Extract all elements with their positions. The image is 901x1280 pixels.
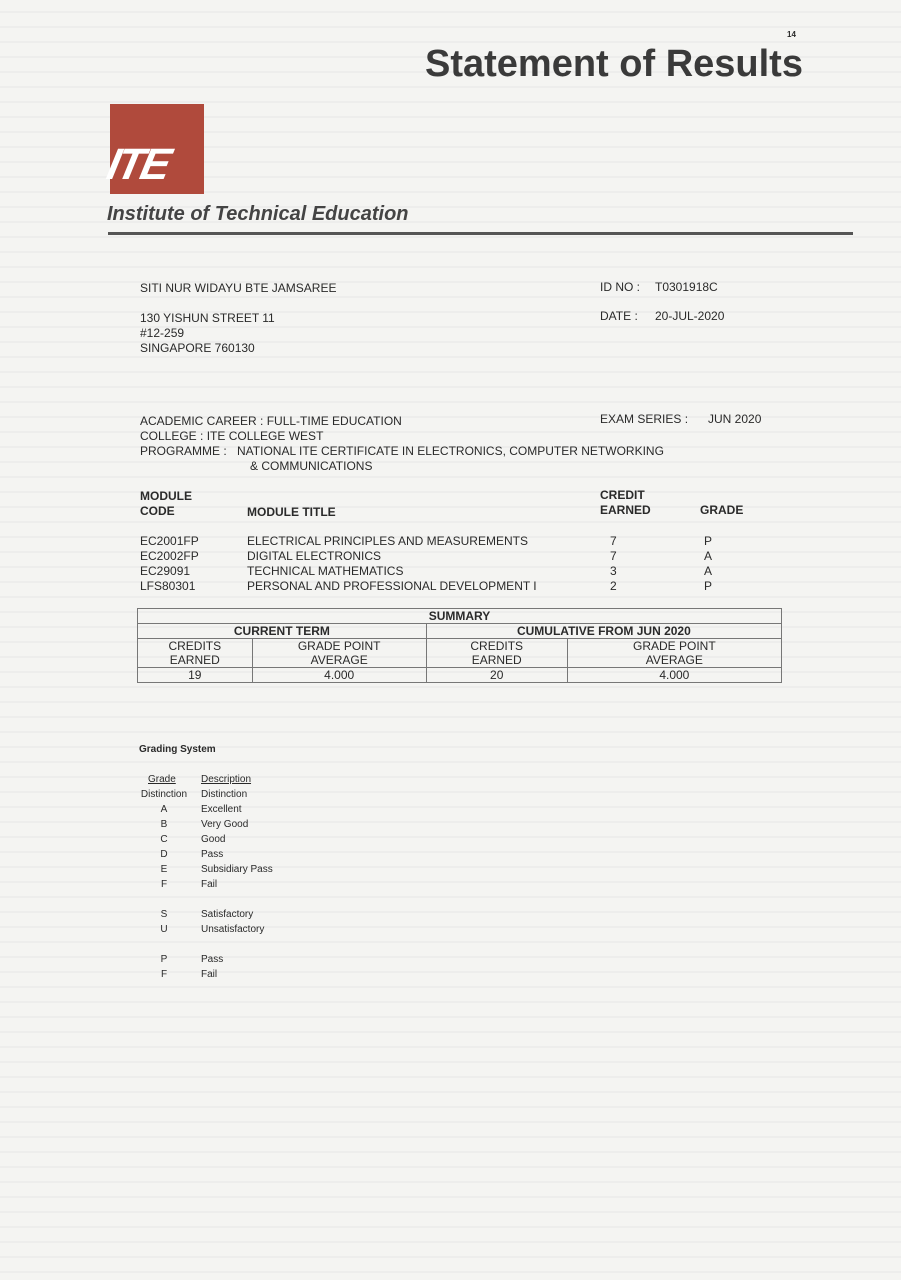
grade-code: S — [160, 909, 168, 920]
grade-description: Pass — [201, 954, 224, 965]
programme-label: PROGRAMME : — [140, 444, 227, 458]
page-number: 14 — [787, 30, 796, 39]
module-credit: 2 — [610, 579, 617, 593]
header-divider — [108, 232, 853, 235]
exam-label: EXAM SERIES : — [600, 412, 689, 426]
grading-title: Grading System — [139, 744, 216, 755]
module-credit: 7 — [610, 534, 617, 548]
current-gpa: 4.000 — [252, 668, 426, 683]
grade-code: P — [160, 954, 168, 965]
label: GRADE POINT — [297, 639, 381, 653]
module-grade: A — [704, 549, 713, 563]
grade-description: Very Good — [201, 819, 249, 830]
module-title: DIGITAL ELECTRONICS — [247, 549, 382, 563]
address-line: #12-259 — [140, 326, 185, 340]
module-code: LFS80301 — [140, 579, 196, 593]
header-module-code: MODULE — [140, 489, 192, 503]
label: AVERAGE — [310, 653, 368, 667]
summary-title: SUMMARY — [138, 609, 782, 624]
label: EARNED — [471, 653, 522, 667]
grade-code: A — [160, 804, 168, 815]
academic-label: ACADEMIC CAREER : — [140, 414, 264, 428]
label: CREDITS — [470, 639, 524, 653]
address-line: SINGAPORE 760130 — [140, 341, 255, 355]
grade-description: Distinction — [201, 789, 248, 800]
institution-name: Institute of Technical Education — [107, 203, 409, 225]
grade-description: Unsatisfactory — [201, 924, 265, 935]
id-value: T0301918C — [655, 280, 718, 294]
header-module-title: MODULE TITLE — [247, 505, 336, 519]
page-title: Statement of Results — [425, 43, 803, 85]
grade-description: Satisfactory — [201, 909, 254, 920]
module-title: TECHNICAL MATHEMATICS — [247, 564, 404, 578]
logo-lettering: ITE — [102, 140, 173, 189]
grade-code: F — [160, 969, 168, 980]
grade-code: U — [160, 924, 168, 935]
module-code: EC29091 — [140, 564, 191, 578]
grade-description: Pass — [201, 849, 224, 860]
id-label: ID NO : — [600, 280, 641, 294]
header-grade: GRADE — [700, 503, 744, 517]
programme-value: NATIONAL ITE CERTIFICATE IN ELECTRONICS, COMPUTER NETWORKING — [237, 444, 664, 458]
module-grade: A — [704, 564, 713, 578]
grade-code: B — [160, 819, 168, 830]
date-label: DATE : — [600, 309, 638, 323]
grade-code: E — [160, 864, 168, 875]
exam-value: JUN 2020 — [708, 412, 762, 426]
grade-description: Fail — [201, 969, 218, 980]
cumulative-gpa: 4.000 — [567, 668, 781, 683]
grade-description: Excellent — [201, 804, 242, 815]
college-value: ITE COLLEGE WEST — [206, 429, 324, 443]
date-value: 20-JUL-2020 — [655, 309, 725, 323]
module-code: EC2001FP — [140, 534, 199, 548]
programme-value: & COMMUNICATIONS — [250, 459, 373, 473]
cumulative-header: CUMULATIVE FROM JUN 2020 — [426, 624, 781, 639]
academic-value: FULL-TIME EDUCATION — [266, 414, 402, 428]
grade-code: F — [160, 879, 168, 890]
description-header: Description — [201, 774, 252, 785]
college-label: COLLEGE : — [140, 429, 204, 443]
module-title: ELECTRICAL PRINCIPLES AND MEASUREMENTS — [247, 534, 528, 548]
module-credit: 3 — [610, 564, 617, 578]
module-title: PERSONAL AND PROFESSIONAL DEVELOPMENT I — [247, 579, 537, 593]
header-module-code: CODE — [140, 504, 175, 518]
header-credit: EARNED — [600, 503, 651, 517]
grade-header: Grade — [148, 774, 176, 785]
label: AVERAGE — [645, 653, 703, 667]
current-term-header: CURRENT TERM — [138, 624, 427, 639]
module-grade: P — [704, 534, 713, 548]
label: EARNED — [169, 653, 220, 667]
grade-code: D — [160, 849, 168, 860]
address-line: 130 YISHUN STREET 11 — [140, 311, 275, 325]
cumulative-credits: 20 — [426, 668, 567, 683]
module-code: EC2002FP — [140, 549, 199, 563]
grade-description: Subsidiary Pass — [201, 864, 273, 875]
label: CREDITS — [168, 639, 222, 653]
ite-logo — [102, 104, 204, 194]
summary-table — [137, 608, 782, 683]
header-credit: CREDIT — [600, 488, 645, 502]
grade-code: Distinction — [140, 789, 188, 800]
student-name: SITI NUR WIDAYU BTE JAMSAREE — [140, 281, 337, 295]
module-credit: 7 — [610, 549, 617, 563]
current-credits: 19 — [138, 668, 253, 683]
module-grade: P — [704, 579, 713, 593]
grade-code: C — [160, 834, 168, 845]
grade-description: Good — [201, 834, 226, 845]
label: GRADE POINT — [632, 639, 716, 653]
grade-description: Fail — [201, 879, 218, 890]
